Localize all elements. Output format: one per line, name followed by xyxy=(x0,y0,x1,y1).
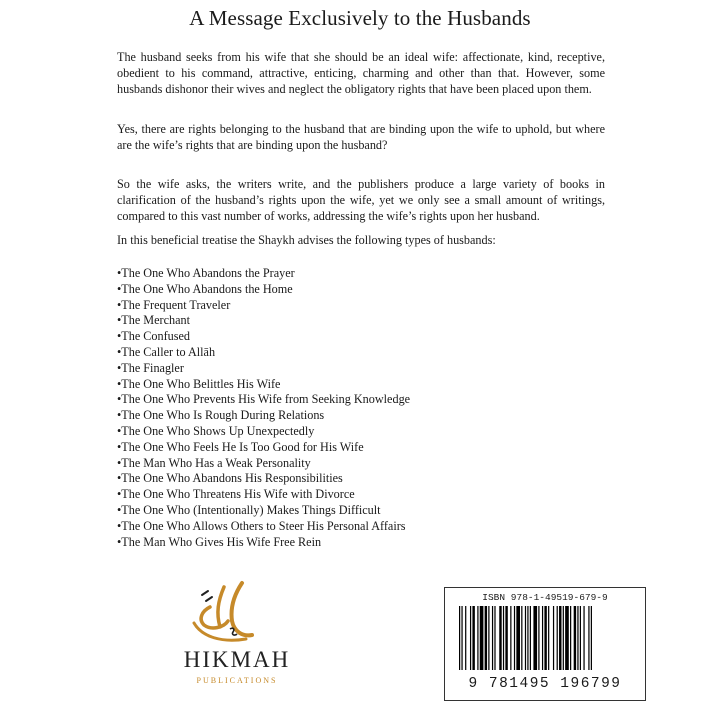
barcode-digits: 9 781495 196799 xyxy=(468,676,622,692)
list-item: • The Confused xyxy=(117,329,517,345)
list-item: • The One Who Abandons His Responsibilities xyxy=(117,471,517,487)
list-item: • The One Who (Intentionally) Makes Things Difficult xyxy=(117,503,517,519)
list-item: • The One Who Feels He Is Too Good for His Wife xyxy=(117,440,517,456)
list-item: • The One Who Abandons the Home xyxy=(117,282,517,298)
husband-types-list xyxy=(117,266,517,550)
publisher-subtitle: PUBLICATIONS xyxy=(196,676,278,685)
list-item: • The Merchant xyxy=(117,313,517,329)
rights-question-paragraph: Yes, there are rights belonging to the husband that are binding upon the wife to uphold, but where are the wife’s rights that are binding upon the husband? xyxy=(117,122,605,152)
list-item: • The One Who Abandons the Prayer xyxy=(117,266,517,282)
isbn-label: ISBN 978-1-49519-679-9 xyxy=(482,592,608,603)
publisher-name: HIKMAH xyxy=(183,647,291,672)
calligraphy-logo-icon xyxy=(172,577,272,647)
isbn-barcode xyxy=(444,587,646,701)
intro-paragraph: The husband seeks from his wife that she should be an ideal wife: affectionate, kind, receptive, obedient to his command, attractive, enticing, charming and other than that. However, some husbands dishonor their wives and neglect the obligatory rights that have been placed upon them. xyxy=(117,50,605,96)
list-item: • The Frequent Traveler xyxy=(117,298,517,314)
list-item: • The One Who Allows Others to Steer His Personal Affairs xyxy=(117,519,517,535)
publisher-logo xyxy=(152,577,322,687)
list-item: • The Finagler xyxy=(117,361,517,377)
page-title: A Message Exclusively to the Husbands xyxy=(189,6,531,30)
books-paragraph: So the wife asks, the writers write, and the publishers produce a large variety of books in clarification of the husband’s rights upon the wife, yet we only see a small amount of writings, compared to this vast number of works, addressing the wife’s rights upon her husband. xyxy=(117,177,605,223)
list-item: • The One Who Is Rough During Relations xyxy=(117,408,517,424)
list-item: • The One Who Prevents His Wife from Seeking Knowledge xyxy=(117,392,517,408)
list-item: • The Man Who Gives His Wife Free Rein xyxy=(117,535,517,551)
list-item: • The One Who Belittles His Wife xyxy=(117,377,517,393)
list-item: • The One Who Threatens His Wife with Divorce xyxy=(117,487,517,503)
list-item: • The Man Who Has a Weak Personality xyxy=(117,456,517,472)
list-item: • The Caller to Allāh xyxy=(117,345,517,361)
barcode-bars xyxy=(459,606,631,670)
list-item: • The One Who Shows Up Unexpectedly xyxy=(117,424,517,440)
treatise-paragraph: In this beneficial treatise the Shaykh advises the following types of husbands: xyxy=(117,233,496,247)
